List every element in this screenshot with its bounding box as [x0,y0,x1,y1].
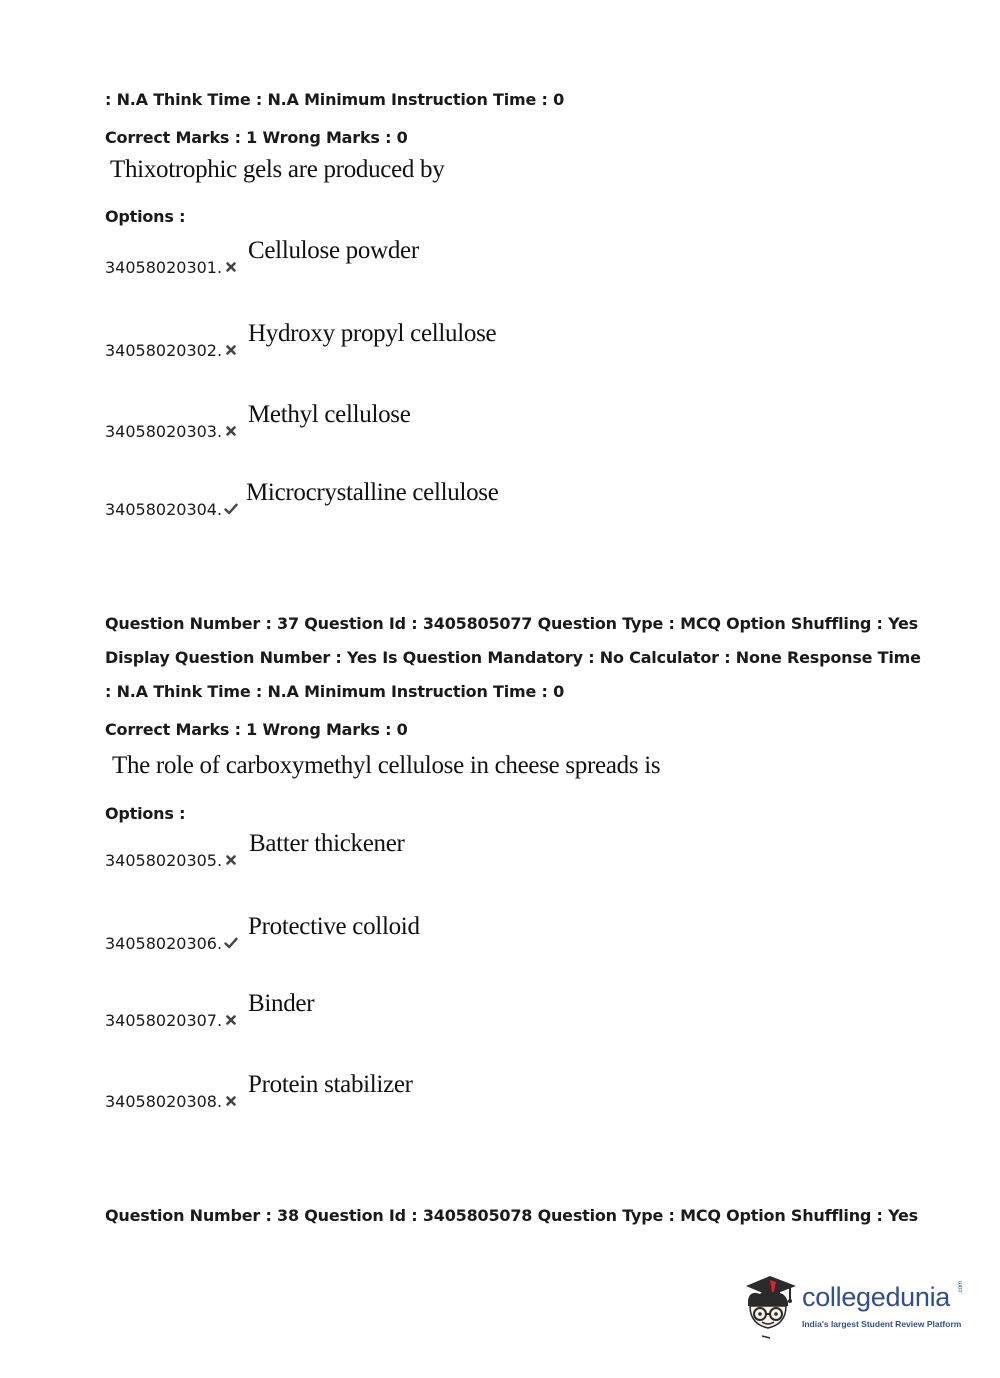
option-text: Binder [248,990,315,1017]
logo-tagline: India's largest Student Review Platform [802,1319,962,1329]
option-row [105,479,805,519]
option-id: 34058020307. [105,1011,223,1030]
option-id: 34058020305. [105,851,223,870]
question-meta-line: : N.A Think Time : N.A Minimum Instruction Time : 0 [105,90,565,109]
question-meta-line: : N.A Think Time : N.A Minimum Instruction Time : 0 [105,682,565,701]
cross-icon [223,259,239,275]
option-row [105,1071,805,1111]
option-id: 34058020304. [105,500,223,519]
option-text: Batter thickener [249,830,405,857]
option-text: Protein stabilizer [248,1071,413,1098]
logo-com: .com [958,1280,964,1294]
option-row [105,830,805,870]
collegedunia-logo [740,1272,970,1342]
question-text: Thixotrophic gels are produced by [110,156,445,183]
cross-icon [223,852,239,868]
options-label: Options : [105,207,186,226]
option-row [105,237,805,277]
option-text: Hydroxy propyl cellulose [248,320,497,347]
option-row [105,913,805,953]
option-row [105,990,805,1030]
option-row [105,401,805,441]
check-icon [223,501,239,517]
option-row [105,320,805,360]
options-label: Options : [105,804,186,823]
check-icon [223,935,239,951]
cross-icon [223,1093,239,1109]
mascot-icon [740,1272,800,1342]
question-meta-line: Question Number : 37 Question Id : 3405805077 Question Type : MCQ Option Shuffling : Yes [105,614,918,633]
cross-icon [223,423,239,439]
option-id: 34058020302. [105,341,223,360]
question-marks: Correct Marks : 1 Wrong Marks : 0 [105,128,408,147]
option-text: Protective colloid [248,913,420,940]
option-id: 34058020308. [105,1092,223,1111]
option-id: 34058020301. [105,258,223,277]
question-meta-line: Question Number : 38 Question Id : 3405805078 Question Type : MCQ Option Shuffling : Yes [105,1206,918,1225]
question-meta-line: Display Question Number : Yes Is Question Mandatory : No Calculator : None Response Time [105,648,921,667]
cross-icon [223,1012,239,1028]
option-id: 34058020303. [105,422,223,441]
question-text: The role of carboxymethyl cellulose in cheese spreads is [112,752,661,779]
option-text: Methyl cellulose [248,401,411,428]
cross-icon [223,342,239,358]
option-text: Cellulose powder [248,237,419,264]
option-id: 34058020306. [105,934,223,953]
option-text: Microcrystalline cellulose [246,479,499,506]
question-marks: Correct Marks : 1 Wrong Marks : 0 [105,720,408,739]
logo-wordmark: collegedunia [802,1282,951,1312]
